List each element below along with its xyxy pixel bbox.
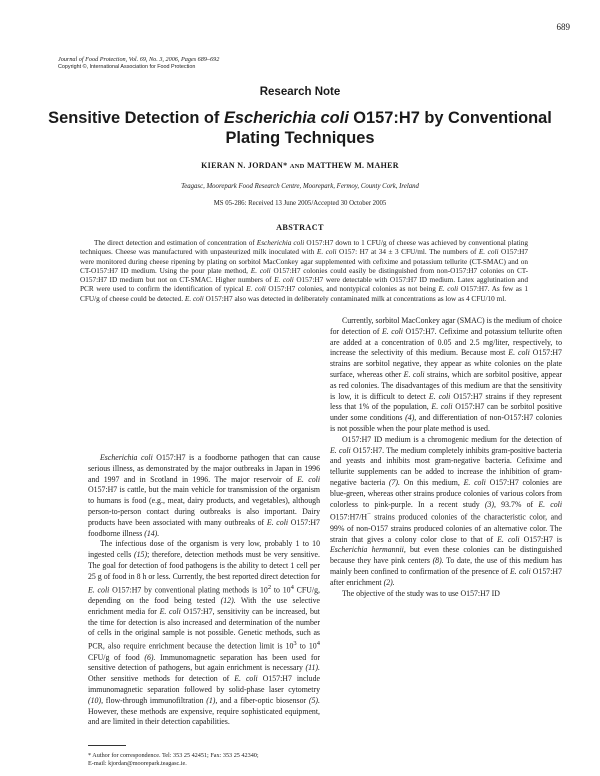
paragraph: Currently, sorbitol MacConkey agar (SMAC) is the medium of choice for detection of E. coli O157:H7. Cefixime and potassium tellurite often are added at a concentration of 0.05 and 2.5 mg/liter, respectively, to increase the selectivity of this medium. Because most E. coli O157:H7 strains are sorbitol negative, they appear as white colonies on the plate surface, whereas other E. coli strains, which are sorbitol positive, appear as red colonies. The disadvantages of this medium are that the sensitivity is low, it is difficult to detect E. coli O157:H7 strains if they represent less that 1% of the population, E. coli O157:H7 can be sorbitol positive under some conditions (4), and differentiation of non-O157:H7 colonies is not possible when the pour plate method is used. bbox=[330, 316, 563, 433]
body-column-left bbox=[88, 453, 320, 728]
abstract-body: The direct detection and estimation of concentration of Escherichia coli O157:H7 down to 1 CFU/g of cheese was achieved by conventional plating techniques. Cheese was manufactured with unpasteurized milk inoculated with E. coli O157: H7 at 34 ± 3 CFU/ml. The numbers of E. coli O157:H7 were monitored during cheese ripening by plating on sorbitol MacConkey agar supplemented with cefixime and potassium tellurite (CT-SMAC) and on CT-O157:H7 ID medium. Using the pour plate method, E. coli O157:H7 colonies could easily be distinguished from non-O157:H7 colonies on CT-O157:H7 ID medium but not on CT-SMAC. Higher numbers of E. coli O157:H7 were detectable with O157:H7 ID medium. Latex agglutination and PCR were used to confirm the identification of typical E. coli O157:H7 colonies, and nontypical colonies as not being E. coli O157:H7. As few as 1 CFU/g of cheese could be detected. E. coli O157:H7 also was detected in deliberately contaminated milk at concentrations as low as 4 CFU/10 ml. bbox=[80, 239, 528, 303]
author-name: KIERAN N. JORDAN* bbox=[201, 161, 288, 170]
footnote-divider bbox=[88, 745, 126, 746]
paragraph: The objective of the study was to use O157:H7 ID bbox=[342, 588, 500, 598]
manuscript-dates: MS 05-286: Received 13 June 2005/Accepted 30 October 2005 bbox=[213, 200, 387, 207]
paragraph: Escherichia coli O157:H7 is a foodborne pathogen that can cause serious illness, as demonstrated by the major outbreaks in Japan in 1996 and 1997 and in Scotland in 1996. The major reservoir of E. coli O157:H7 is cattle, but the main vehicle for transmission of the organism to humans is food (e.g., meat, dairy products, and vegetables), although person-to-person contact during outbreaks is also important. Dairy products have been associated with many outbreaks of E. coli O157:H7 foodborne illness (14). bbox=[88, 453, 320, 538]
paragraph: The infectious dose of the organism is very low, probably 1 to 10 ingested cells (15); therefore, detection methods must be very sensitive. The goal for detection of food pathogens is the ability to detect 1 cell per 25 g of food in 8 h or less. Currently, the best reported direct detection for E. coli O157:H7 by conventional plating methods is $10^2$ to $10^4$ CFU/g, depending on the food being tested (12). With the use selective enrichment media for E. coli O157:H7, sensitivity can be increased, but the time for detection is also increased and determination of the number of cells in the original sample is not possible. Genetic methods, such as PCR, also require enrichment because the detection limit is $10^3$ to $10^4$ CFU/g of food (6). Immunomagnetic separation has been used for sensitive detection of pathogens, but again enrichment is necessary (11). Other sensitive methods for detection of E. coli O157:H7 include immunomagnetic separation followed by solid-phase laser cytometry (10), flow-through immunofiltration (1), and a fiber-optic biosensor (5). However, these methods are expensive, require sophisticated equipment, and are limited in their detection capabilities. bbox=[88, 539, 320, 727]
paragraph: O157:H7 ID medium is a chromogenic medium for the detection of E. coli O157:H7. The medium completely inhibits gram-positive bacteria and yeasts and inhibits most gram-negative bacteria. Cefixime and tellurite supplements can be added to increase the inhibition of gram-negative bacteria (7). On this medium, E. coli O157:H7 colonies are blue-green, whereas other strains produce colonies of various colors from colorless to pink-purple. In a recent study (3), 93.7% of E. coli O157:H7/H− strains produced colonies of the characteristic color, and 99% of non-O157 strains produced colonies of an alternative color. The strain that gives a colony color close to that of E. coli O157:H7 is Escherichia hermannii, but even these colonies can be distinguished because they have pink centers (8). To date, the use of this medium has mainly been confined to confirmation of the presence of E. coli O157:H7 after enrichment (2). bbox=[330, 434, 563, 587]
author-name: MATTHEW M. MAHER bbox=[306, 161, 399, 170]
footnote-line: E-mail: kjordan@moorepark.teagasc.ie. bbox=[88, 759, 187, 767]
page-number: 689 bbox=[556, 22, 570, 32]
copyright-notice: Copyright ©, International Association for Food Protection bbox=[58, 64, 196, 70]
journal-citation: Journal of Food Protection, Vol. 69, No. 3, 2006, Pages 689–692 bbox=[58, 56, 220, 63]
abstract-heading: ABSTRACT bbox=[276, 223, 324, 232]
footnote bbox=[88, 752, 328, 767]
section-label: Research Note bbox=[259, 86, 341, 98]
affiliation: Teagasc, Moorepark Food Research Centre, Moorepark, Fermoy, County Cork, Ireland bbox=[181, 183, 419, 190]
article-title: Sensitive Detection of Escherichia coli O157:H7 by Conventional Plating Techniques bbox=[48, 109, 552, 147]
author-list: KIERAN N. JORDAN* AND MATTHEW M. MAHER bbox=[201, 161, 399, 170]
body-column-right bbox=[330, 316, 562, 599]
footnote-line: * Author for correspondence. Tel: 353 25 42451; Fax: 353 25 42340; bbox=[88, 752, 259, 759]
